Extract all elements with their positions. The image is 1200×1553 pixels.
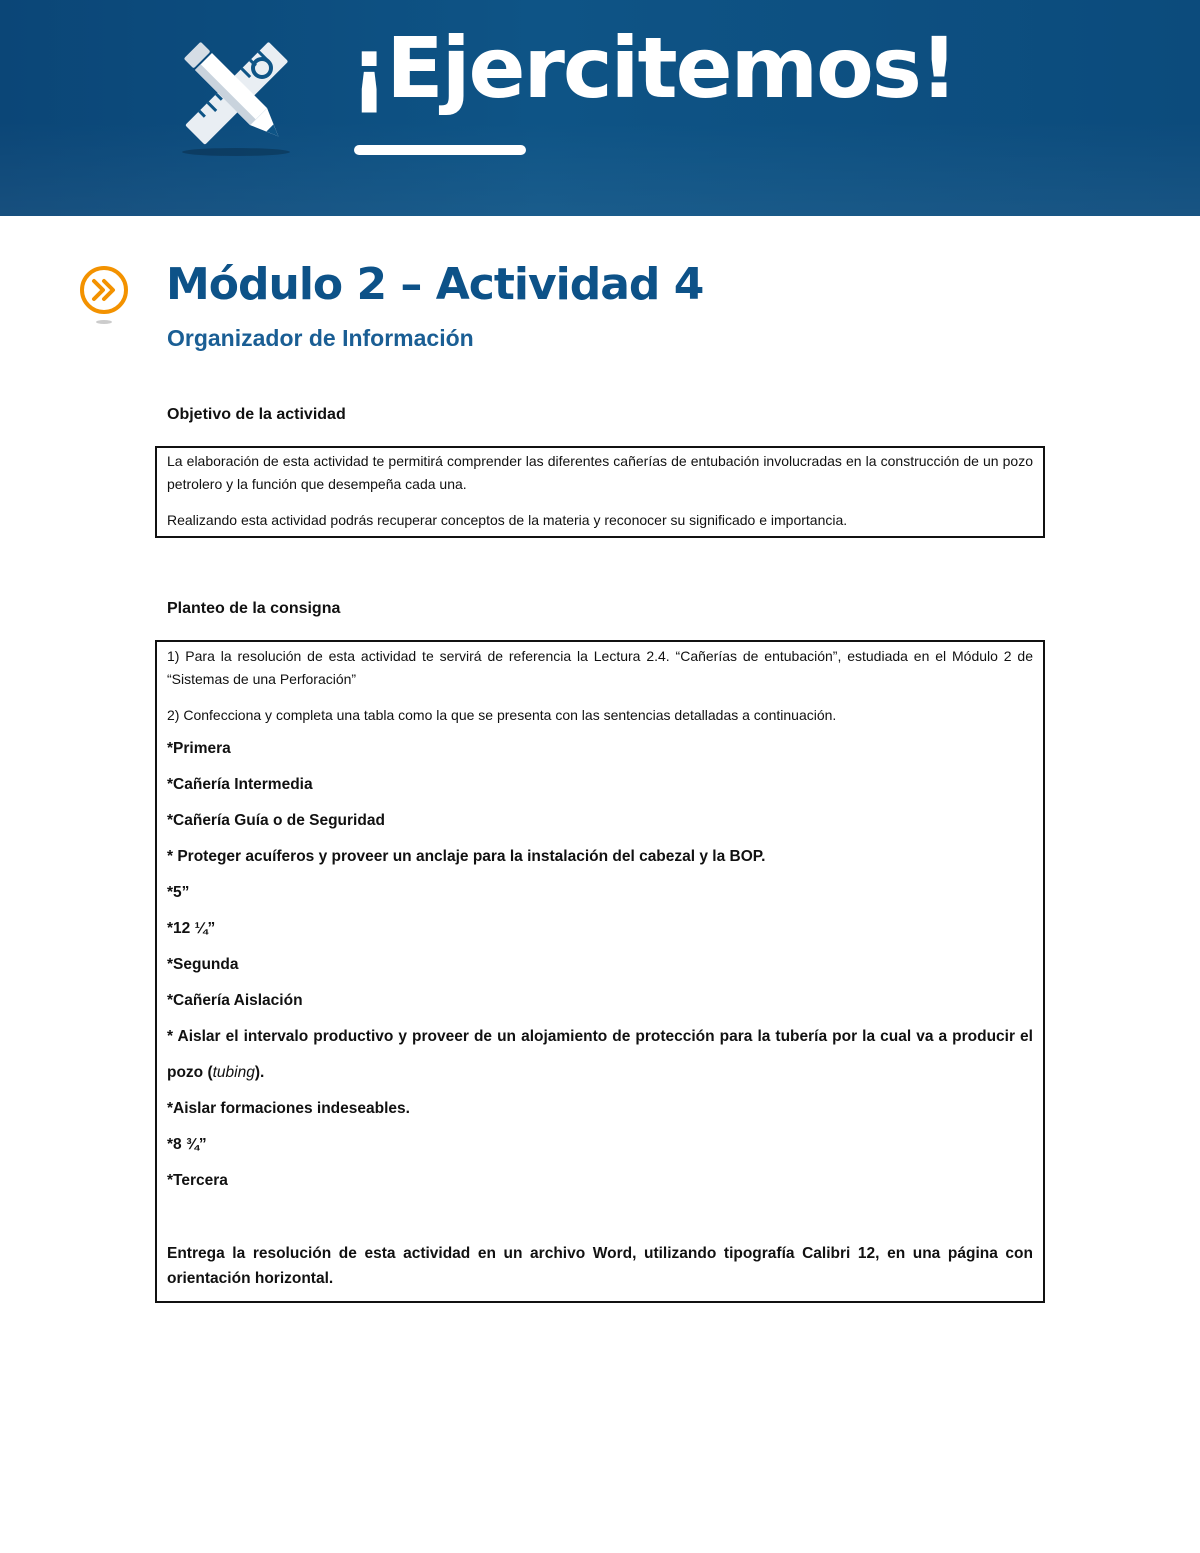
objective-heading: Objetivo de la actividad bbox=[167, 406, 346, 423]
statement-item: *Cañería Guía o de Seguridad bbox=[167, 812, 385, 829]
instructions-box bbox=[155, 640, 1045, 1303]
tubing-term: tubing bbox=[212, 1064, 255, 1081]
statement-item: *Primera bbox=[167, 740, 231, 757]
delivery-instruction: Entrega la resolución de esta actividad en un archivo Word, utilizando tipografía Calibri 12, en una página con orientación horizontal. bbox=[167, 1245, 1033, 1287]
statement-item bbox=[167, 1019, 1033, 1091]
instruction-step: 2) Confecciona y completa una tabla como la que se presenta con las sentencias detalladas a continuación. bbox=[167, 707, 837, 723]
banner-underline bbox=[354, 145, 526, 155]
objective-paragraph: La elaboración de esta actividad te permitirá comprender las diferentes cañerías de entubación involucradas en la construcción de un pozo petrolero y la función que desempeña cada una. bbox=[167, 453, 1033, 492]
instruction-step: 1) Para la resolución de esta actividad te servirá de referencia la Lectura 2.4. “Cañerías de entubación”, estudiada en el Módulo 2 de “Sistemas de una Perforación” bbox=[167, 648, 1033, 687]
statement-item: *8 ¾” bbox=[167, 1136, 207, 1153]
pencil-ruler-cross-icon bbox=[176, 32, 298, 158]
statement-text: * Aislar el intervalo productivo y proveer de un alojamiento de protección para la tubería por la cual va a producir el pozo ( bbox=[167, 1028, 1033, 1081]
statement-item: *5” bbox=[167, 884, 190, 901]
statement-list bbox=[167, 731, 1033, 1199]
statement-text: ). bbox=[254, 1064, 265, 1081]
statement-item: *Tercera bbox=[167, 1172, 228, 1189]
objective-paragraph: Realizando esta actividad podrás recuperar conceptos de la materia y reconocer su significado e importancia. bbox=[167, 512, 848, 528]
statement-item: * Proteger acuíferos y proveer un anclaje para la instalación del cabezal y la BOP. bbox=[167, 848, 766, 865]
banner-title: ¡Ejercitemos! bbox=[350, 19, 957, 117]
header-banner bbox=[0, 0, 1200, 216]
instructions-heading: Planteo de la consigna bbox=[167, 600, 341, 617]
statement-item: *Cañería Aislación bbox=[167, 992, 303, 1009]
objective-box bbox=[155, 446, 1045, 538]
statement-item: *12 ¼” bbox=[167, 920, 216, 937]
statement-item: *Aislar formaciones indeseables. bbox=[167, 1100, 410, 1117]
page-subtitle: Organizador de Información bbox=[167, 325, 474, 351]
double-chevron-circle-icon bbox=[78, 264, 132, 328]
statement-item: *Segunda bbox=[167, 956, 239, 973]
statement-item: *Cañería Intermedia bbox=[167, 776, 313, 793]
page-title: Módulo 2 – Actividad 4 bbox=[166, 259, 704, 310]
